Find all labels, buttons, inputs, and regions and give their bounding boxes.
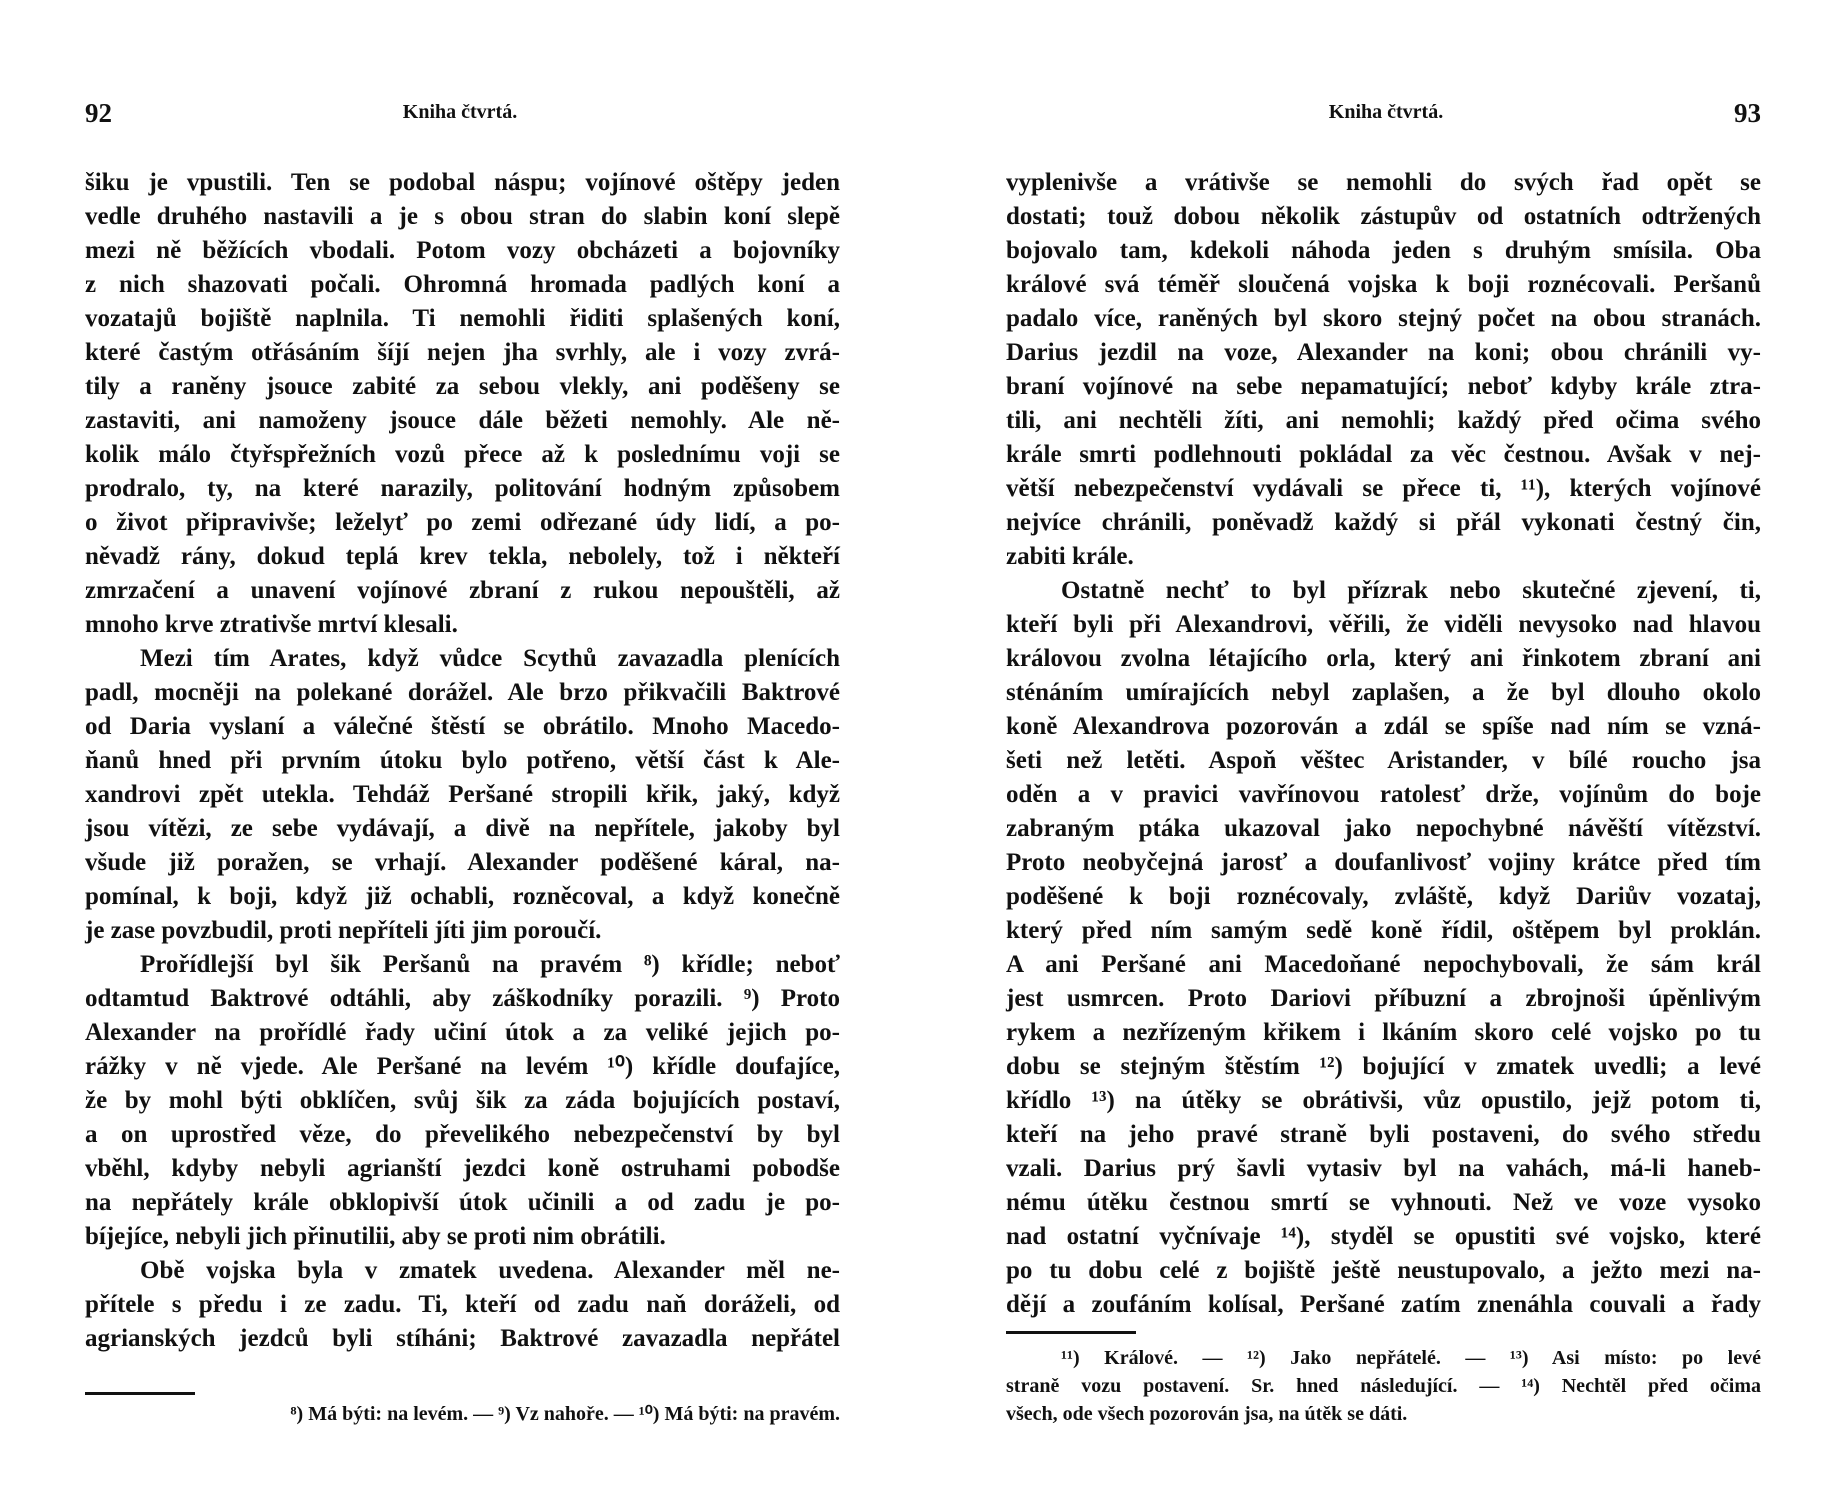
text-line: větší nebezpečenství vydávali se přece ti, ¹¹), kterých vojínové [1006, 475, 1761, 502]
text-line: agrianských jezdců byli stíháni; Baktrové zavazadla nepřátel [85, 1325, 840, 1352]
text-line: šeti než letěti. Aspoň věštec Aristander, v bílé roucho jsa [1006, 747, 1761, 774]
footnote-line: ¹¹) Králové. — ¹²) Jako nepřátelé. — ¹³) Asi místo: po levé [1061, 1347, 1761, 1369]
footnote-rule [85, 1392, 195, 1395]
text-line: odtamtud Baktrové odtáhli, aby záškodníky porazili. ⁹) Proto [85, 985, 840, 1012]
text-line: kteří byli při Alexandrovi, věřili, že viděli nevysoko nad hlavou [1006, 611, 1761, 638]
text-line: padl, mocněji na polekané dorážel. Ale brzo přikvačili Baktrové [85, 679, 840, 706]
running-head: Kniha čtvrtá. [1328, 101, 1444, 123]
text-line: po tu dobu celé z bojiště ještě neustupovalo, a ježto mezi na- [1006, 1257, 1761, 1284]
text-line: všude již poražen, se vrhají. Alexander poděšené káral, na- [85, 849, 840, 876]
text-line: tily a raněny jsouce zabité za sebou vlekly, ani poděšeny se [85, 373, 840, 400]
body-text [85, 166, 840, 1356]
text-line: oděn a v pravici vavřínovou ratolesť drže, vojínům do boje [1006, 781, 1761, 808]
text-line: Ostatně nechť to byl přízrak nebo skutečné zjevení, ti, [1061, 577, 1761, 604]
text-line: zastaviti, ani namoženy jsouce dále běžeti nemohly. Ale ně- [85, 407, 840, 434]
footnotes [85, 1400, 840, 1428]
text-line: na nepřátely krále obklopivší útok učinili a od zadu je po- [85, 1189, 840, 1216]
text-line: jest usmrcen. Proto Dariovi příbuzní a zbrojnoši úpěnlivým [1006, 985, 1761, 1012]
text-line: zabraným ptáka ukazoval jako nepochybné návěští vítězství. [1006, 815, 1761, 842]
page-number: 92 [85, 98, 112, 128]
text-line: o život připravivše; leželyť po zemi odřezané údy lidí, a po- [85, 509, 840, 536]
text-line: dostati; touž dobou několik zástupův od ostatních odtržených [1006, 203, 1761, 230]
text-line: nému útěku čestnou smrtí se vyhnouti. Než ve voze vysoko [1006, 1189, 1761, 1216]
text-line: bojovalo tam, kdekoli náhoda jeden s druhým smísila. Oba [1006, 237, 1761, 264]
text-line: jsou vítězi, ze sebe vydávají, a divě na nepřítele, jakoby byl [85, 815, 840, 842]
text-line: padalo více, raněných byl skoro stejný počet na obou stranách. [1006, 305, 1761, 332]
text-line: zabiti krále. [1006, 543, 1134, 570]
text-line: rážky v ně vjede. Ale Peršané na levém ¹⁰) křídle doufajíce, [85, 1053, 840, 1080]
text-line: je zase povzbudil, proti nepříteli jíti jim poroučí. [85, 917, 602, 944]
text-line: od Daria vyslaní a válečné štěstí se obrátilo. Mnoho Macedo- [85, 713, 840, 740]
text-line: Obě vojska byla v zmatek uvedena. Alexander měl ne- [140, 1257, 840, 1284]
text-line: vozatajů bojiště naplnila. Ti nemohli řiditi splašených koní, [85, 305, 840, 332]
text-line: xandrovi zpět utekla. Tehdáž Peršané stropili křik, jaký, když [85, 781, 840, 808]
text-line: kteří na jeho pravé straně byli postaveni, do svého středu [1006, 1121, 1761, 1148]
text-line: vyplenivše a vrátivše se nemohli do svých řad opět se [1006, 169, 1761, 196]
text-line: mezi ně běžících vbodali. Potom vozy obcházeti a bojovníky [85, 237, 840, 264]
text-line: rykem a nezřízeným křikem i lkáním skoro celé vojsko po tu [1006, 1019, 1761, 1046]
text-line: něvadž rány, dokud teplá krev tekla, nebolely, tož i někteří [85, 543, 840, 570]
text-line: Proto neobyčejná jarosť a doufanlivosť vojiny krátce před tím [1006, 849, 1761, 876]
left-page [85, 0, 840, 1500]
text-line: pomínal, k boji, když již ochabli, rozněcoval, a když konečně [85, 883, 840, 910]
text-line: vběhl, kdyby nebyli agrianští jezdci koně ostruhami pobodše [85, 1155, 840, 1182]
text-line: přítele s předu i ze zadu. Ti, kteří od zadu naň doráželi, od [85, 1291, 840, 1318]
text-line: králové svá téměř sloučená vojska k boji roznécovali. Peršanů [1006, 271, 1761, 298]
footnote-line: ⁸) Má býti: na levém. — ⁹) Vz nahoře. — ¹⁰) Má býti: na pravém. [290, 1403, 840, 1425]
text-line: braní vojínové na sebe nepamatující; neboť kdyby krále ztra- [1006, 373, 1761, 400]
footnote-line: všech, ode všech pozorován jsa, na útěk se dáti. [1006, 1403, 1408, 1425]
text-line: křídlo ¹³) na útěky se obrátivši, vůz opustilo, jejž potom ti, [1006, 1087, 1761, 1114]
text-line: vzali. Darius prý šavli vytasiv byl na vahách, má-li haneb- [1006, 1155, 1761, 1182]
footnote-line: straně vozu postavení. Sr. hned následující. — ¹⁴) Nechtěl před očima [1006, 1375, 1761, 1397]
text-line: a on uprostřed věze, do převelikého nebezpečenství by byl [85, 1121, 840, 1148]
text-line: ňanů hned při prvním útoku bylo potřeno, větší část k Ale- [85, 747, 840, 774]
text-line: tili, ani nechtěli žíti, ani nemohli; každý před očima svého [1006, 407, 1761, 434]
text-line: Prořídlejší byl šik Peršanů na pravém ⁸) křídle; neboť [140, 951, 840, 978]
text-line: vedle druhého nastavili a je s obou stran do slabin koní slepě [85, 203, 840, 230]
text-line: královou zvolna létajícího orla, který ani řinkotem zbraní ani [1006, 645, 1761, 672]
footnotes [1006, 1344, 1761, 1428]
text-line: šiku je vpustili. Ten se podobal náspu; vojínové oštěpy jeden [85, 169, 840, 196]
text-line: koně Alexandrova pozorován a zdál se spíše nad ním se vzná- [1006, 713, 1761, 740]
text-line: prodralo, ty, na které narazily, politování hodným způsobem [85, 475, 840, 502]
text-line: Alexander na prořídlé řady učiní útok a za veliké jejich po- [85, 1019, 840, 1046]
text-line: Darius jezdil na voze, Alexander na koni; obou chránili vy- [1006, 339, 1761, 366]
text-line: Mezi tím Arates, když vůdce Scythů zavazadla plenících [140, 645, 840, 672]
text-line: poděšené k boji roznécovaly, zvláště, když Dariův vozataj, [1006, 883, 1761, 910]
text-line: bíjejíce, nebyli jich přinutilii, aby se proti nim obrátili. [85, 1223, 666, 1250]
text-line: z nich shazovati počali. Ohromná hromada padlých koní a [85, 271, 840, 298]
text-line: mnoho krve ztrativše mrtví klesali. [85, 611, 458, 638]
footnote-rule [1006, 1331, 1136, 1334]
text-line: nejvíce chránili, poněvadž každý si přál vykonati čestný čin, [1006, 509, 1761, 536]
text-line: že by mohl býti obklíčen, svůj šik za záda bojujících postaví, [85, 1087, 840, 1114]
text-line: krále smrti podlehnouti pokládal za věc čestnou. Avšak v nej- [1006, 441, 1761, 468]
text-line: sténáním umírajících nebyl zaplašen, a že byl dlouho okolo [1006, 679, 1761, 706]
text-line: které častým otřásáním šíjí nejen jha svrhly, ale i vozy zvrá- [85, 339, 840, 366]
body-text [1006, 166, 1761, 1322]
text-line: dobu se stejným štěstím ¹²) bojující v zmatek uvedli; a levé [1006, 1053, 1761, 1080]
text-line: dějí a zoufáním kolísal, Peršané zatím znenáhla couvali a řady [1006, 1291, 1761, 1318]
text-line: nad ostatní vyčnívaje ¹⁴), styděl se opustiti své vojsko, které [1006, 1223, 1761, 1250]
text-line: kolik málo čtyřspřežních vozů přece až k poslednímu voji se [85, 441, 840, 468]
right-page [1006, 0, 1761, 1500]
page-number: 93 [1734, 98, 1761, 128]
text-line: který před ním samým sedě koně řídil, oštěpem byl proklán. [1006, 917, 1761, 944]
running-head: Kniha čtvrtá. [402, 101, 518, 123]
text-line: zmrzačení a unavení vojínové zbraní z rukou nepouštěli, až [85, 577, 840, 604]
text-line: A ani Peršané ani Macedoňané nepochybovali, že sám král [1006, 951, 1761, 978]
